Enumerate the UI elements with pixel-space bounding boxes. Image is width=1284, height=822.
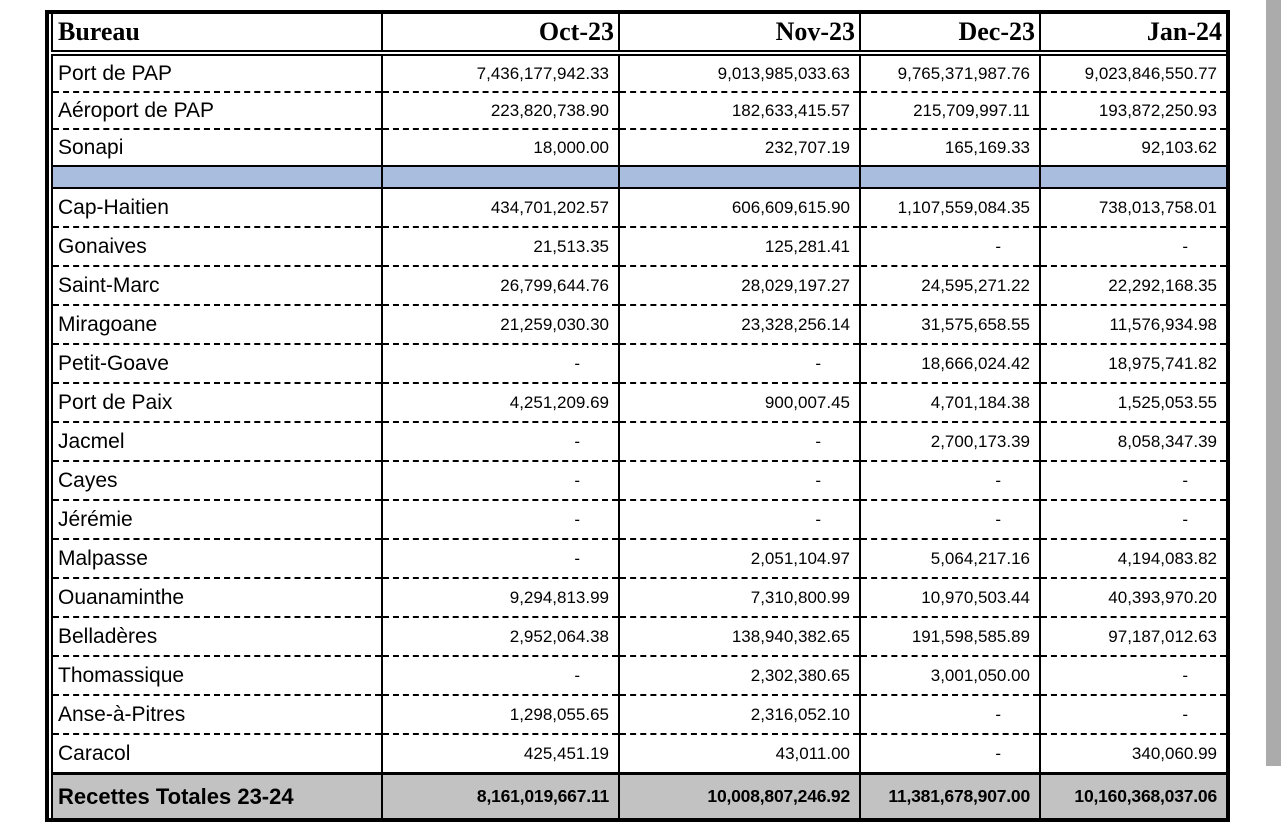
value-cell: 1,525,053.55	[1040, 383, 1226, 422]
table-row	[52, 617, 1226, 656]
table-row	[52, 383, 1226, 422]
value-cell: 21,259,030.30	[382, 305, 619, 344]
value-cell: 9,013,985,033.63	[619, 53, 860, 92]
column-header-oct-23: Oct-23	[382, 14, 619, 53]
table-row	[52, 500, 1226, 539]
separator-cell	[860, 166, 1040, 188]
value-cell: 10,970,503.44	[860, 578, 1040, 617]
bureau-cell: Petit-Goave	[52, 344, 382, 383]
value-cell: -	[382, 656, 619, 695]
table-row	[52, 578, 1226, 617]
bureau-cell: Aéroport de PAP	[52, 92, 382, 129]
value-cell: 191,598,585.89	[860, 617, 1040, 656]
value-cell: -	[619, 500, 860, 539]
value-cell: -	[860, 695, 1040, 734]
value-cell: 97,187,012.63	[1040, 617, 1226, 656]
bureau-cell: Thomassique	[52, 656, 382, 695]
value-cell: 738,013,758.01	[1040, 188, 1226, 227]
value-cell: 18,000.00	[382, 129, 619, 166]
value-cell: 26,799,644.76	[382, 266, 619, 305]
scrollbar-track[interactable]	[1266, 0, 1281, 766]
column-header-nov-23: Nov-23	[619, 14, 860, 53]
value-cell: 425,451.19	[382, 734, 619, 774]
value-cell: 92,103.62	[1040, 129, 1226, 166]
bureau-cell: Port de Paix	[52, 383, 382, 422]
table-row	[52, 266, 1226, 305]
table-row	[52, 227, 1226, 266]
total-value-cell: 11,381,678,907.00	[860, 774, 1040, 819]
value-cell: 9,765,371,987.76	[860, 53, 1040, 92]
value-cell: 43,011.00	[619, 734, 860, 774]
table-row	[52, 53, 1226, 92]
value-cell: 5,064,217.16	[860, 539, 1040, 578]
column-header-bureau: Bureau	[52, 14, 382, 53]
value-cell: -	[619, 344, 860, 383]
table-row	[52, 305, 1226, 344]
value-cell: 4,251,209.69	[382, 383, 619, 422]
table-row	[52, 461, 1226, 500]
bureau-cell: Jacmel	[52, 422, 382, 461]
value-cell: -	[860, 500, 1040, 539]
bureau-cell: Gonaives	[52, 227, 382, 266]
value-cell: -	[1040, 656, 1226, 695]
value-cell: -	[1040, 461, 1226, 500]
value-cell: 125,281.41	[619, 227, 860, 266]
value-cell: -	[382, 422, 619, 461]
value-cell: 193,872,250.93	[1040, 92, 1226, 129]
bureau-revenue-grid	[51, 14, 1226, 818]
bureau-cell: Anse-à-Pitres	[52, 695, 382, 734]
value-cell: 7,436,177,942.33	[382, 53, 619, 92]
value-cell: -	[860, 734, 1040, 774]
value-cell: 40,393,970.20	[1040, 578, 1226, 617]
value-cell: 23,328,256.14	[619, 305, 860, 344]
value-cell: 7,310,800.99	[619, 578, 860, 617]
value-cell: 2,952,064.38	[382, 617, 619, 656]
value-cell: 138,940,382.65	[619, 617, 860, 656]
value-cell: 4,701,184.38	[860, 383, 1040, 422]
value-cell: 215,709,997.11	[860, 92, 1040, 129]
value-cell: -	[382, 461, 619, 500]
bureau-cell: Malpasse	[52, 539, 382, 578]
value-cell: 18,666,024.42	[860, 344, 1040, 383]
column-header-dec-23: Dec-23	[860, 14, 1040, 53]
table-row	[52, 422, 1226, 461]
value-cell: 165,169.33	[860, 129, 1040, 166]
table-row	[52, 539, 1226, 578]
table-row	[52, 129, 1226, 166]
table-row	[52, 695, 1226, 734]
value-cell: 2,700,173.39	[860, 422, 1040, 461]
value-cell: 28,029,197.27	[619, 266, 860, 305]
value-cell: 3,001,050.00	[860, 656, 1040, 695]
value-cell: -	[1040, 227, 1226, 266]
value-cell: 18,975,741.82	[1040, 344, 1226, 383]
total-label: Recettes Totales 23-24	[52, 774, 382, 819]
value-cell: 232,707.19	[619, 129, 860, 166]
value-cell: -	[619, 461, 860, 500]
value-cell: 21,513.35	[382, 227, 619, 266]
value-cell: -	[860, 461, 1040, 500]
table-row	[52, 656, 1226, 695]
value-cell: 340,060.99	[1131, 743, 1217, 763]
bureau-cell: Miragoane	[52, 305, 382, 344]
value-cell: -	[382, 539, 619, 578]
bureau-cell: Cap-Haitien	[52, 188, 382, 227]
total-value-cell: 10,008,807,246.92	[619, 774, 860, 819]
bureau-cell: Sonapi	[52, 129, 382, 166]
separator-row	[52, 166, 1226, 188]
table-row	[52, 92, 1226, 129]
value-cell: -	[382, 344, 619, 383]
value-cell: 606,609,615.90	[619, 188, 860, 227]
table-row	[52, 344, 1226, 383]
value-cell: -	[1040, 695, 1226, 734]
value-cell: 9,294,813.99	[382, 578, 619, 617]
value-cell: 182,633,415.57	[619, 92, 860, 129]
value-cell: -	[860, 227, 1040, 266]
total-row	[52, 774, 1226, 819]
value-cell: 31,575,658.55	[860, 305, 1040, 344]
value-cell: 24,595,271.22	[860, 266, 1040, 305]
table-row	[52, 188, 1226, 227]
table-row	[52, 734, 1226, 774]
separator-cell	[1040, 166, 1226, 188]
total-value-cell: 8,161,019,667.11	[382, 774, 619, 819]
bureau-cell: Ouanaminthe	[52, 578, 382, 617]
bureau-cell: Belladères	[52, 617, 382, 656]
value-cell: 2,051,104.97	[619, 539, 860, 578]
value-cell: -	[1040, 500, 1226, 539]
value-cell: -	[382, 500, 619, 539]
header-row	[52, 14, 1226, 53]
value-cell: 2,316,052.10	[619, 695, 860, 734]
separator-cell	[52, 166, 382, 188]
column-header-jan-24: Jan-24	[1040, 14, 1226, 53]
bureau-cell: Cayes	[52, 461, 382, 500]
separator-cell	[382, 166, 619, 188]
value-cell: 900,007.45	[619, 383, 860, 422]
bureau-cell: Caracol	[52, 734, 382, 774]
value-cell: 2,302,380.65	[619, 656, 860, 695]
value-cell: 434,701,202.57	[382, 188, 619, 227]
value-cell: 4,194,083.82	[1040, 539, 1226, 578]
value-cell: 8,058,347.39	[1040, 422, 1226, 461]
value-cell: 11,576,934.98	[1040, 305, 1226, 344]
value-cell: 1,298,055.65	[382, 695, 619, 734]
value-cell: -	[619, 422, 860, 461]
value-cell: 9,023,846,550.77	[1040, 53, 1226, 92]
value-cell: 22,292,168.35	[1040, 266, 1226, 305]
value-cell: 223,820,738.90	[382, 92, 619, 129]
bureau-cell: Saint-Marc	[52, 266, 382, 305]
revenue-table	[45, 10, 1230, 822]
separator-cell	[619, 166, 860, 188]
bureau-cell: Port de PAP	[52, 53, 382, 92]
bureau-cell: Jérémie	[52, 500, 382, 539]
value-cell: 1,107,559,084.35	[860, 188, 1040, 227]
total-value-cell: 10,160,368,037.06	[1040, 774, 1226, 819]
